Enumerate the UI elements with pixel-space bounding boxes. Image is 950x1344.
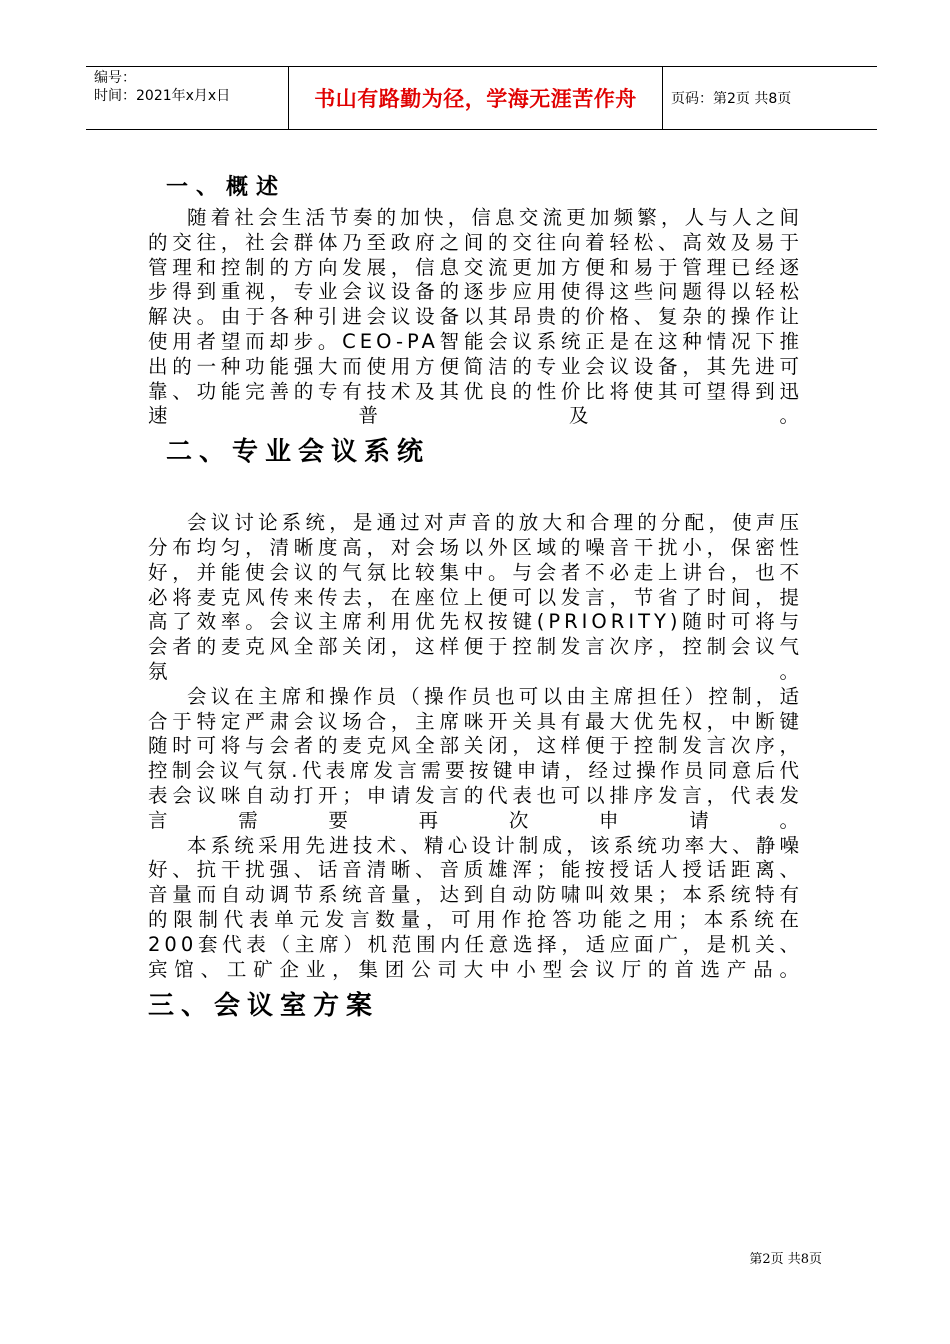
section-title-meeting-room-plan: 三、会议室方案 (148, 991, 380, 1022)
conference-system-paragraph-1: 会议讨论系统，是通过对声音的放大和合理的分配，使声压分布均匀，清晰度高，对会场以外区域的噪音干扰小，保密性好，并能使会议的气氛比较集中。与会者不必走上讲台，也不必将麦克风传来传去，在座位上便可以发言，节省了时间，提高了效率。会议主席利用优先权按键(PRIORITY)随时可将与会者的麦克风全部关闭，这样便于控制发言次序，控制会议气氛。 (148, 511, 803, 683)
spacer (148, 475, 803, 511)
header-page-number: 页码：第2页 共8页 (671, 91, 792, 107)
document-body (148, 170, 803, 1028)
page-footer-number: 第2页 共8页 (749, 1252, 822, 1267)
conference-system-paragraph-3: 本系统采用先进技术、精心设计制成，该系统功率大、静噪好、抗干扰强、话音清晰、音质雄浑；能按授话人授话距离、音量而自动调节系统音量，达到自动防啸叫效果；本系统特有的限制代表单元发言数量，可用作抢答功能之用；本系统在200套代表（主席）机范围内任意选择，适应面广，是机关、宾馆、工矿企业，集团公司大中小型会议厅的首选产品。 (148, 833, 803, 981)
conference-system-paragraph-2: 会议在主席和操作员（操作员也可以由主席担任）控制，适合于特定严肃会议场合，主席咪开关具有最大优先权，中断键随时可将与会者的麦克风全部关闭，这样便于控制发言次序，控制会议气氛.代表席发言需要按键申请，经过操作员同意后代表会议咪自动打开；申请发言的代表也可以排序发言，代表发言需要再次申请。 (148, 684, 803, 832)
section-title-conference-system: 二、专业会议系统 (166, 437, 431, 468)
header-meta (86, 67, 289, 129)
section-title-overview: 一、概述 (166, 175, 287, 200)
document-number-label: 编号： (94, 70, 136, 86)
header-motto: 书山有路勤为径，学海无涯苦作舟 (289, 67, 663, 129)
document-date-label: 时间：2021年x月x日 (94, 88, 231, 104)
overview-paragraph: 随着社会生活节奏的加快，信息交流更加频繁，人与人之间的交往，社会群体乃至政府之间的交往向着轻松、高效及易于管理和控制的方向发展，信息交流更加方便和易于管理已经逐步得到重视，专业会议设备的逐步应用使得这些问题得以轻松解决。由于各种引进会议设备以其昂贵的价格、复杂的操作让使用者望而却步。CEO-PA智能会议系统正是在这种情况下推出的一种功能强大而使用方便简洁的专业会议设备，其先进可靠、功能完善的专有技术及其优良的性价比将使其可望得到迅速普及。 (148, 206, 803, 428)
page-header (86, 66, 877, 130)
